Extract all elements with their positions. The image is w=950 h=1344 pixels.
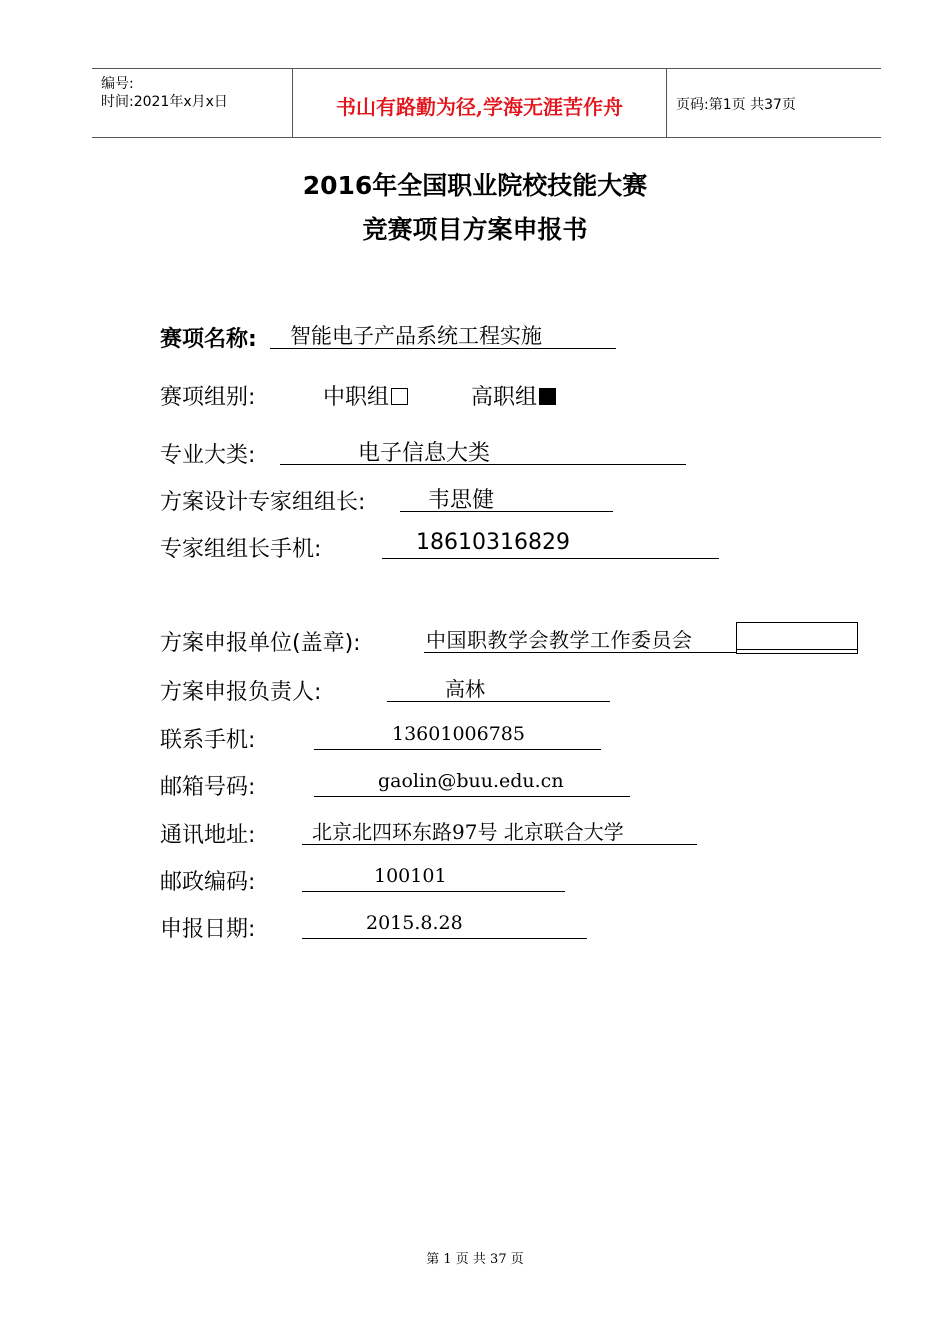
header-meta-cell: [92, 69, 293, 137]
leader-field[interactable]: [400, 485, 613, 512]
phone-field[interactable]: [314, 723, 601, 750]
unit-field[interactable]: [424, 626, 736, 653]
serial-label: 编号:: [101, 76, 134, 92]
category-label: 专业大类:: [160, 443, 256, 468]
contact-field[interactable]: [387, 675, 610, 702]
header-page-info: 页码:第1页 共37页: [676, 97, 796, 113]
unchecked-box-icon: [391, 388, 408, 405]
postcode-value: 100101: [374, 865, 447, 887]
contact-value: 高林: [445, 677, 485, 701]
group-option-secondary[interactable]: [323, 380, 408, 411]
email-value: gaolin@buu.edu.cn: [378, 770, 564, 792]
time-label: 时间:2021年x月x日: [101, 94, 228, 110]
seal-box: [736, 622, 858, 654]
checked-box-icon: [539, 388, 556, 405]
address-value: 北京北四环东路97号 北京联合大学: [312, 820, 624, 844]
category-value: 电子信息大类: [358, 441, 491, 466]
unit-value: 中国职教学会教学工作委员会: [426, 628, 693, 652]
leader-label: 方案设计专家组组长:: [160, 490, 366, 515]
page-header: [92, 68, 881, 138]
date-value: 2015.8.28: [366, 912, 463, 934]
address-field[interactable]: [302, 818, 697, 845]
phone-value: 13601006785: [392, 723, 525, 745]
leader-value: 韦思健: [428, 488, 495, 513]
contact-label: 方案申报负责人:: [160, 680, 322, 705]
date-field[interactable]: [302, 912, 587, 939]
phone-label: 联系手机:: [160, 728, 256, 753]
group-option-secondary-label: 中职组: [323, 385, 390, 410]
email-field[interactable]: [314, 770, 630, 797]
postcode-label: 邮政编码:: [160, 870, 256, 895]
date-label: 申报日期:: [160, 917, 256, 942]
header-page-cell: [667, 69, 881, 137]
event-name-label: 赛项名称:: [160, 327, 257, 352]
group-label: 赛项组别:: [160, 385, 256, 410]
address-label: 通讯地址:: [160, 823, 256, 848]
footer-page-info: 第 1 页 共 37 页: [426, 1252, 524, 1267]
event-name-value: 智能电子产品系统工程实施: [290, 324, 542, 348]
group-option-higher-label: 高职组: [471, 385, 538, 410]
doc-title: 2016年全国职业院校技能大赛: [302, 171, 648, 200]
event-name-field[interactable]: [270, 322, 616, 349]
leader-phone-value: 18610316829: [416, 530, 570, 555]
email-label: 邮箱号码:: [160, 775, 256, 800]
motto: 书山有路勤为径,学海无涯苦作舟: [336, 95, 623, 119]
doc-subtitle: 竞赛项目方案申报书: [362, 215, 588, 244]
header-motto-cell: [293, 69, 667, 137]
category-field[interactable]: [280, 438, 686, 465]
group-option-higher[interactable]: [471, 380, 556, 411]
leader-phone-field[interactable]: [382, 532, 719, 559]
unit-label: 方案申报单位(盖章):: [160, 631, 361, 656]
leader-phone-label: 专家组组长手机:: [160, 537, 322, 562]
postcode-field[interactable]: [302, 865, 565, 892]
